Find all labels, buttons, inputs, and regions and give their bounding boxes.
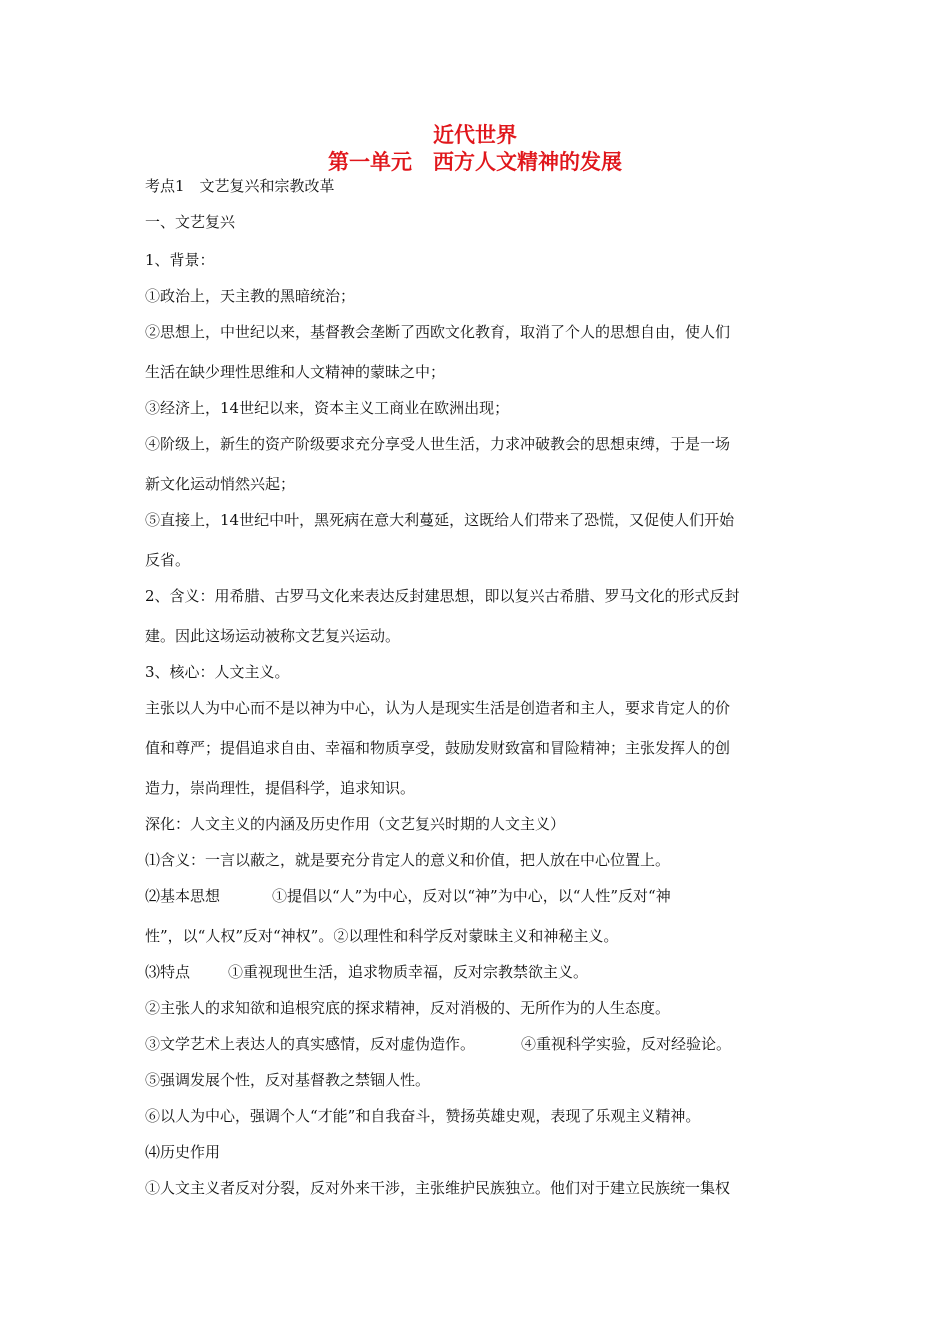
paragraph-line: ③经济上，14世纪以来，资本主义工商业在欧洲出现； xyxy=(145,399,510,417)
paragraph-line: ②主张人的求知欲和追根究底的探求精神，反对消极的、无所作为的人生态度。 xyxy=(145,999,671,1017)
paragraph-line: 造力，崇尚理性，提倡科学，追求知识。 xyxy=(145,779,416,797)
paragraph-line: ②思想上，中世纪以来，基督教会垄断了西欧文化教育，取消了个人的思想自由，使人们 xyxy=(145,323,731,341)
item-label: ⑵基本思想 xyxy=(145,887,221,905)
paragraph-line xyxy=(145,886,671,906)
paragraph-line: 反省。 xyxy=(145,551,191,569)
paragraph-line: ⑤直接上，14世纪中叶，黑死病在意大利蔓延，这既给人们带来了恐慌，又促使人们开始 xyxy=(145,511,735,529)
paragraph-line: ⑥以人为中心，强调个人“才能”和自我奋斗，赞扬英雄史观，表现了乐观主义精神。 xyxy=(145,1107,701,1125)
paragraph-line: ①人文主义者反对分裂，反对外来干涉，主张维护民族独立。他们对于建立民族统一集权 xyxy=(145,1179,731,1197)
paragraph-line: ⑷历史作用 xyxy=(145,1143,221,1161)
paragraph-line: ④阶级上，新生的资产阶级要求充分享受人世生活，力求冲破教会的思想束缚，于是一场 xyxy=(145,435,731,453)
paragraph-line: 主张以人为中心而不是以神为中心，认为人是现实生活是创造者和主人，要求肯定人的价 xyxy=(145,699,731,717)
paragraph-line: ①政治上，天主教的黑暗统治； xyxy=(145,287,356,305)
section-heading: 考点1 文艺复兴和宗教改革 xyxy=(145,177,335,195)
item-text: ①重视现世生活，追求物质幸福，反对宗教禁欲主义。 xyxy=(228,963,589,981)
item-label: ⑶特点 xyxy=(145,963,191,981)
title-line-2: 第一单元 西方人文精神的发展 xyxy=(328,150,622,174)
item-text: ③文学艺术上表达人的真实感情，反对虚伪造作。 xyxy=(145,1035,476,1053)
paragraph-line: 2、含义：用希腊、古罗马文化来表达反封建思想，即以复兴古希腊、罗马文化的形式反封 xyxy=(145,587,740,605)
paragraph-line: 建。因此这场运动被称文艺复兴运动。 xyxy=(145,627,401,645)
title-block xyxy=(0,122,950,176)
paragraph-line: ⑤强调发展个性，反对基督教之禁锢人性。 xyxy=(145,1071,431,1089)
paragraph-line: 新文化运动悄然兴起； xyxy=(145,475,296,493)
title-line-1: 近代世界 xyxy=(433,123,517,147)
paragraph-line: ⑴含义：一言以蔽之，就是要充分肯定人的意义和价值，把人放在中心位置上。 xyxy=(145,851,671,869)
paragraph-line: 性”，以“人权”反对“神权”。②以理性和科学反对蒙昧主义和神秘主义。 xyxy=(145,927,619,945)
paragraph-line: 1、背景： xyxy=(145,251,215,269)
paragraph-line: 值和尊严；提倡追求自由、幸福和物质享受，鼓励发财致富和冒险精神；主张发挥人的创 xyxy=(145,739,731,757)
paragraph-line: 3、核心：人文主义。 xyxy=(145,663,290,681)
item-text: ①提倡以“人”为中心，反对以“神”为中心，以“人性”反对“神 xyxy=(272,887,671,905)
paragraph-line xyxy=(145,962,588,982)
subheading: 一、文艺复兴 xyxy=(145,213,236,231)
paragraph-line xyxy=(145,1034,731,1054)
paragraph-line: 深化：人文主义的内涵及历史作用（文艺复兴时期的人文主义） xyxy=(145,815,566,833)
paragraph-line: 生活在缺少理性思维和人文精神的蒙昧之中； xyxy=(145,363,446,381)
item-text: ④重视科学实验，反对经验论。 xyxy=(521,1035,732,1053)
